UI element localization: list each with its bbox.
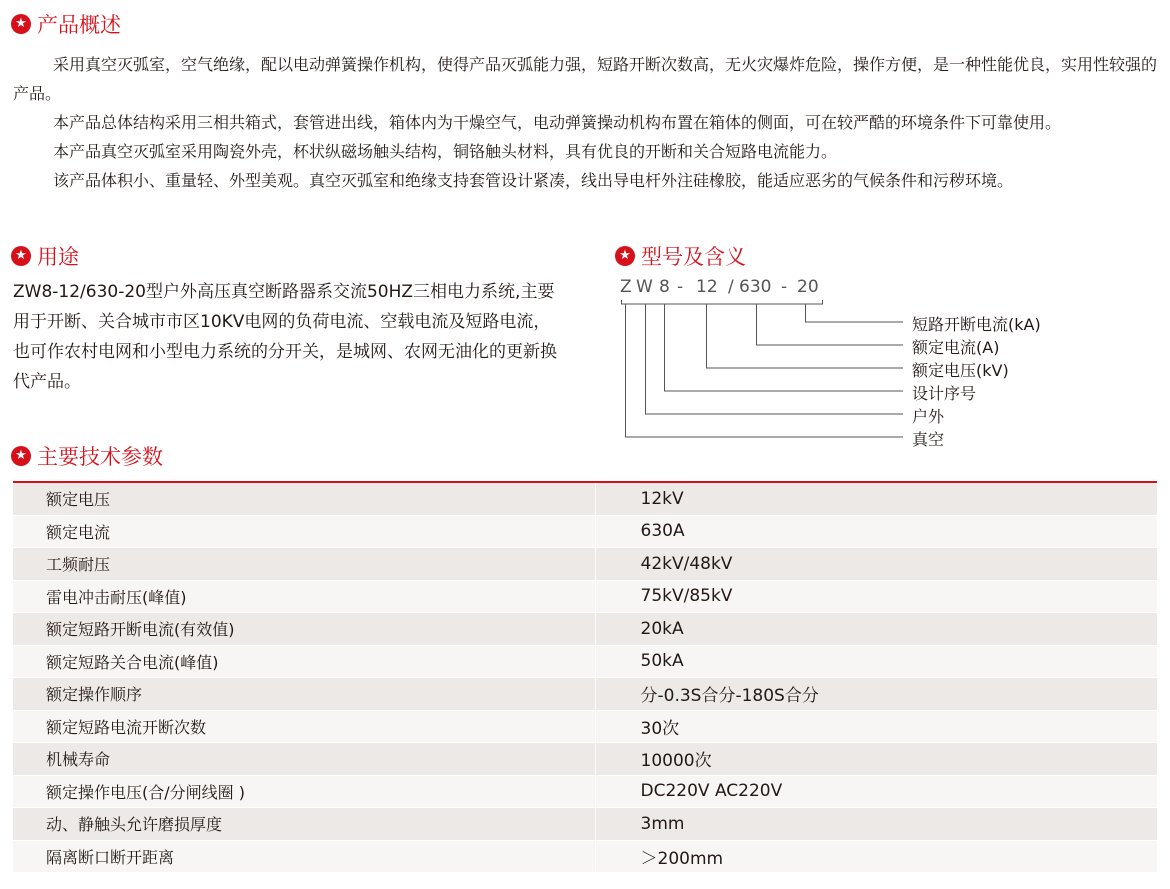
spec-name: 额定短路开断电流(有效值) [13,613,595,646]
model-heading [615,241,746,271]
usage-text: ZW8-12/630-20型户外高压真空断路器系交流50HZ三相电力系统,主要用于开断、关合城市市区10KV电网的负荷电流、空载电流及短路电流，也可作农村电网和小型电力系统的分开关，是城网、农网无油化的更新换代产品。 [13,282,557,392]
table-row [13,808,1157,841]
specs-table [13,481,1157,873]
bracket-leader-rated-current [757,304,904,345]
spec-value: 12kV [595,482,1157,515]
bracket-breaking-current [622,300,823,304]
bracket-leader-breaking-current [806,304,904,322]
spec-name: 额定操作电压(合/分闸线圈 ) [13,775,595,808]
model-code-voltage: 12 [696,277,718,297]
star-icon: ★ [11,246,31,266]
overview-title: 产品概述 [37,13,121,37]
model-bracket-lines [622,300,904,437]
model-label-breaking-current: 短路开断电流(kA) [912,315,1041,334]
model-code-z: Z [620,277,632,297]
model-code-dash-1: - [677,277,684,297]
spec-name: 工频耐压 [13,548,595,581]
overview-paragraph-4: 该产品体积小、重量轻、外型美观。真空灭弧室和绝缘支持套管设计紧凑，线出导电杆外注硅橡胶，能适应恶劣的气候条件和污秽环境。 [53,171,1014,190]
spec-name: 额定电压 [13,482,595,515]
overview-text [13,50,1161,195]
table-row [13,678,1157,711]
model-label-rated-voltage: 额定电压(kV) [912,361,1009,380]
table-row [13,580,1157,613]
model-code-slash: / [728,277,734,297]
spec-name: 雷电冲击耐压(峰值) [13,580,595,613]
model-code-current: 630 [739,277,772,297]
table-row [13,482,1157,515]
specs-title: 主要技术参数 [37,445,163,469]
model-label-outdoor: 户外 [912,407,945,426]
spec-value: DC220V AC220V [595,775,1157,808]
table-row [13,743,1157,776]
star-icon: ★ [11,446,31,466]
spec-value: 50kA [595,645,1157,678]
spec-name: 额定短路关合电流(峰值) [13,645,595,678]
bracket-leader-outdoor [646,304,904,414]
table-row [13,613,1157,646]
model-code-w: W [636,277,653,297]
spec-name: 额定操作顺序 [13,678,595,711]
bracket-leader-vacuum [626,304,904,437]
bracket-leader-rated-voltage [707,304,904,368]
overview-paragraph-1: 采用真空灭弧室，空气绝缘，配以电动弹簧操作机构，使得产品灭弧能力强，短路开断次数高，无火灾爆炸危险，操作方便，是一种性能优良，实用性较强的产品。 [13,55,1158,103]
usage-title: 用途 [37,245,79,269]
spec-value: 3mm [595,808,1157,841]
spec-value: 75kV/85kV [595,580,1157,613]
model-label-rated-current: 额定电流(A) [912,338,1000,357]
spec-value: 630A [595,515,1157,548]
spec-name: 额定短路电流开断次数 [13,710,595,743]
model-code-series: 8 [659,277,670,297]
spec-value: 30次 [595,710,1157,743]
usage-heading [11,241,79,271]
specs-heading [11,441,163,471]
spec-name: 隔离断口断开距离 [13,840,595,873]
overview-heading [11,9,121,39]
bracket-leader-design-no [665,304,904,391]
table-row [13,710,1157,743]
spec-value: 20kA [595,613,1157,646]
model-label-vacuum: 真空 [912,430,945,449]
table-row [13,548,1157,581]
table-row [13,840,1157,873]
spec-name: 机械寿命 [13,743,595,776]
table-row [13,515,1157,548]
model-code-dash-2: - [781,277,788,297]
spec-name: 额定电流 [13,515,595,548]
overview-paragraph-3: 本产品真空灭弧室采用陶瓷外壳，杯状纵磁场触头结构，铜铬触头材料，具有优良的开断和关合短路电流能力。 [53,142,838,161]
spec-value: 42kV/48kV [595,548,1157,581]
overview-paragraph-2: 本产品总体结构采用三相共箱式，套管进出线，箱体内为干燥空气，电动弹簧操动机构布置在箱体的侧面，可在较严酷的环境条件下可靠使用。 [53,113,1062,132]
model-code-breaking: 20 [797,277,819,297]
spec-value: 10000次 [595,743,1157,776]
spec-name: 动、静触头允许磨损厚度 [13,808,595,841]
table-row [13,775,1157,808]
model-label-design-no: 设计序号 [912,384,977,403]
spec-value: ＞200mm [595,840,1157,873]
model-title: 型号及含义 [641,245,746,269]
star-icon: ★ [11,14,31,34]
star-icon: ★ [615,246,635,266]
table-row [13,645,1157,678]
spec-value: 分-0.3S合分-180S合分 [595,678,1157,711]
